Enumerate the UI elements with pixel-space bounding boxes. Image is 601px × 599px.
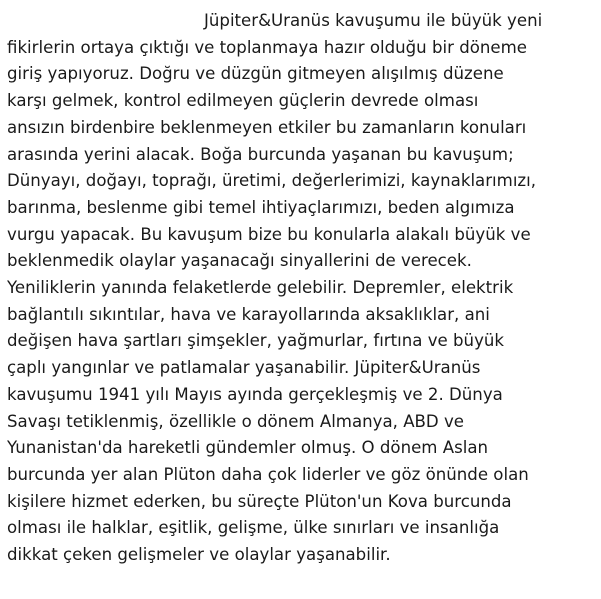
text-line: Yunanistan'da hareketli gündemler olmuş. O dönem Aslan xyxy=(7,438,489,458)
text-line: burcunda yer alan Plüton daha çok liderler ve göz önünde olan xyxy=(7,464,529,484)
text-line: bağlantılı sıkıntılar, hava ve karayollarında aksaklıklar, ani xyxy=(7,304,490,324)
text-line: beklenmedik olaylar yaşanacağı sinyallerini de verecek. xyxy=(7,251,472,271)
text-line: Yeniliklerin yanında felaketlerde gelebilir. Depremler, elektrik xyxy=(7,278,514,298)
text-line: giriş yapıyoruz. Doğru ve düzgün gitmeyen alışılmış düzene xyxy=(7,64,504,84)
text-line: kavuşumu 1941 yılı Mayıs ayında gerçekleşmiş ve 2. Dünya xyxy=(7,384,503,404)
text-line: karşı gelmek, kontrol edilmeyen güçlerin devrede olması xyxy=(7,91,479,111)
text-line: arasında yerini alacak. Boğa burcunda yaşanan bu kavuşum; xyxy=(7,144,514,164)
text-line: fikirlerin ortaya çıktığı ve toplanmaya hazır olduğu bir döneme xyxy=(7,37,527,57)
article-text xyxy=(7,8,599,569)
text-line: Savaşı tetiklenmiş, özellikle o dönem Almanya, ABD ve xyxy=(7,411,465,431)
text-line: barınma, beslenme gibi temel ihtiyaçlarımızı, beden algımıza xyxy=(7,197,515,217)
text-line: ansızın birdenbire beklenmeyen etkiler bu zamanların konuları xyxy=(7,117,527,137)
text-line: çaplı yangınlar ve patlamalar yaşanabilir. Jüpiter&Uranüs xyxy=(7,358,481,378)
text-line: kişilere hizmet ederken, bu süreçte Plüton'un Kova burcunda xyxy=(7,491,512,511)
text-line: vurgu yapacak. Bu kavuşum bize bu konularla alakalı büyük ve xyxy=(7,224,531,244)
text-line: Jüpiter&Uranüs kavuşumu ile büyük yeni xyxy=(204,11,543,30)
text-line: dikkat çeken gelişmeler ve olaylar yaşanabilir. xyxy=(7,545,391,565)
text-line: Dünyayı, doğayı, toprağı, üretimi, değerlerimizi, kaynaklarımızı, xyxy=(7,171,537,191)
text-line: değişen hava şartları şimşekler, yağmurlar, fırtına ve büyük xyxy=(7,331,505,351)
text-line: olması ile halklar, eşitlik, gelişme, ülke sınırları ve insanlığa xyxy=(7,518,500,538)
